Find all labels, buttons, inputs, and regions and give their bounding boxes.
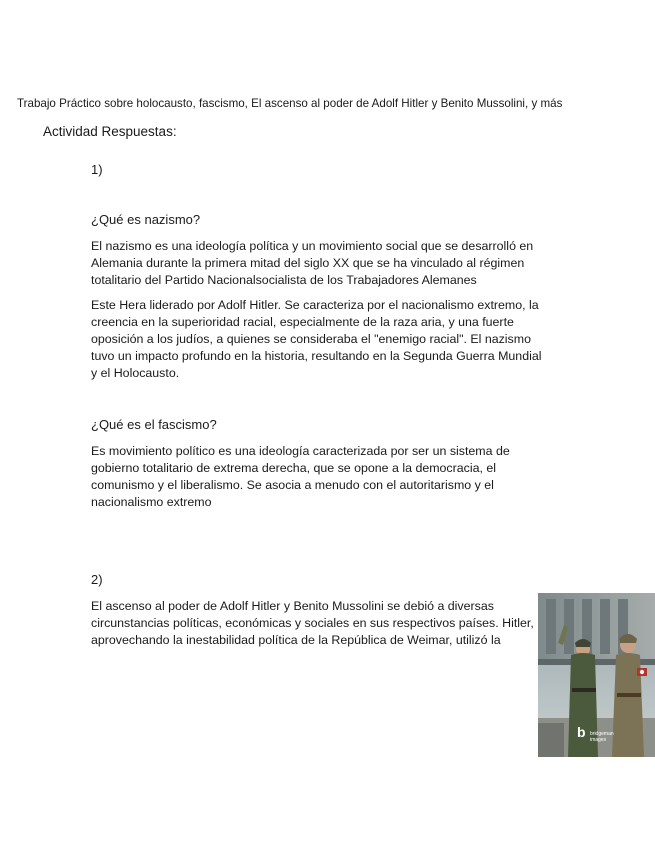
answer-ascenso-paragraph — [91, 598, 561, 649]
answer-nazismo-paragraph-2 — [91, 297, 561, 382]
text-line: y el Holocausto. — [91, 366, 180, 380]
historical-photo — [538, 593, 655, 757]
text-line: comunismo y el liberalismo. Se asocia a menudo con el autoritarismo y el — [91, 478, 494, 492]
section-number-2: 2) — [91, 572, 103, 587]
svg-text:b: b — [577, 724, 586, 740]
svg-text:images: images — [590, 737, 607, 743]
question-nazismo: ¿Qué es nazismo? — [91, 212, 201, 227]
document-title: Trabajo Práctico sobre holocausto, fascismo, El ascenso al poder de Adolf Hitler y Benito Mussolini, y más — [17, 97, 563, 110]
text-line: totalitario del Partido Nacionalsocialista de los Trabajadores Alemanes — [91, 273, 477, 287]
text-line: circunstancias políticas, económicas y sociales en sus respectivos países. Hitler, — [91, 616, 534, 630]
text-line: creencia en la superioridad racial, especialmente de la raza aria, y una fuerte — [91, 315, 514, 329]
activity-heading: Actividad Respuestas: — [43, 124, 177, 139]
text-line: El ascenso al poder de Adolf Hitler y Benito Mussolini se debió a diversas — [91, 599, 494, 613]
answer-fascismo-paragraph — [91, 443, 561, 511]
answer-nazismo-paragraph-1 — [91, 238, 561, 289]
text-line: nacionalismo extremo — [91, 495, 212, 509]
text-line: Este Hera liderado por Adolf Hitler. Se caracteriza por el nacionalismo extremo, la — [91, 298, 539, 312]
svg-text:bridgeman: bridgeman — [590, 731, 614, 737]
text-line: tuvo un impacto profundo en la historia, resultando en la Segunda Guerra Mundial — [91, 349, 542, 363]
text-line: El nazismo es una ideología política y un movimiento social que se desarrolló en — [91, 239, 534, 253]
text-line: aprovechando la inestabilidad política de la República de Weimar, utilizó la — [91, 633, 501, 647]
text-line: Es movimiento político es una ideología caracterizada por ser un sistema de — [91, 444, 510, 458]
text-line: gobierno totalitario de extrema derecha, que se opone a la democracia, el — [91, 461, 497, 475]
text-line: oposición a los judíos, a quienes se consideraba el "enemigo racial". El nazismo — [91, 332, 531, 346]
text-line: Alemania durante la primera mitad del siglo XX que se ha vinculado al régimen — [91, 256, 525, 270]
section-number-1: 1) — [91, 162, 103, 177]
question-fascismo: ¿Qué es el fascismo? — [91, 417, 217, 432]
